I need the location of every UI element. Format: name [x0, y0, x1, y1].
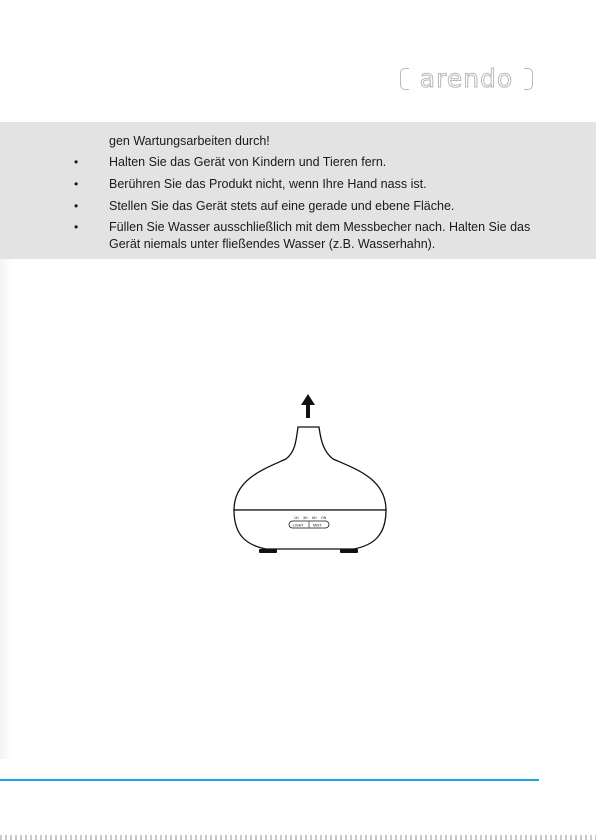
timer-label-6h: 6H	[312, 516, 317, 520]
logo-text: arendo	[419, 64, 514, 93]
bottom-dotted-edge	[0, 835, 596, 840]
bullet-4: •	[74, 220, 79, 234]
bullet-2: •	[74, 177, 79, 191]
diffuser-top-cover	[234, 427, 386, 510]
safety-item-3: Stellen Sie das Gerät stets auf eine gerade und ebene Fläche.	[109, 199, 455, 213]
arendo-logo	[400, 66, 533, 92]
diffuser-foot-right	[340, 549, 358, 553]
safety-continuation-text: gen Wartungsarbeiten durch!	[109, 134, 270, 148]
arrow-up-icon	[301, 394, 315, 418]
bullet-1: •	[74, 155, 79, 169]
mist-button-label: MIST	[313, 523, 322, 528]
diffuser-base	[234, 510, 386, 549]
timer-label-on: ON	[321, 516, 327, 520]
diffuser-illustration	[226, 385, 390, 560]
safety-warning-box	[0, 122, 596, 259]
safety-item-2: Berühren Sie das Produkt nicht, wenn Ihre Hand nass ist.	[109, 177, 427, 191]
footer-rule	[0, 779, 539, 781]
bullet-3: •	[74, 199, 79, 213]
safety-item-4-line-1: Füllen Sie Wasser ausschließlich mit dem Messbecher nach. Halten Sie das	[109, 220, 531, 234]
timer-label-3h: 3H	[303, 516, 308, 520]
light-button-label: LIGHT	[293, 523, 304, 528]
timer-label-1h: 1H	[294, 516, 299, 520]
page-edge-shade	[0, 259, 12, 759]
safety-item-1: Halten Sie das Gerät von Kindern und Tieren fern.	[109, 155, 387, 169]
diffuser-foot-left	[259, 549, 277, 553]
safety-item-4-line-2: Gerät niemals unter fließendes Wasser (z.B. Wasserhahn).	[109, 237, 436, 251]
logo-bracket-right	[524, 68, 533, 90]
